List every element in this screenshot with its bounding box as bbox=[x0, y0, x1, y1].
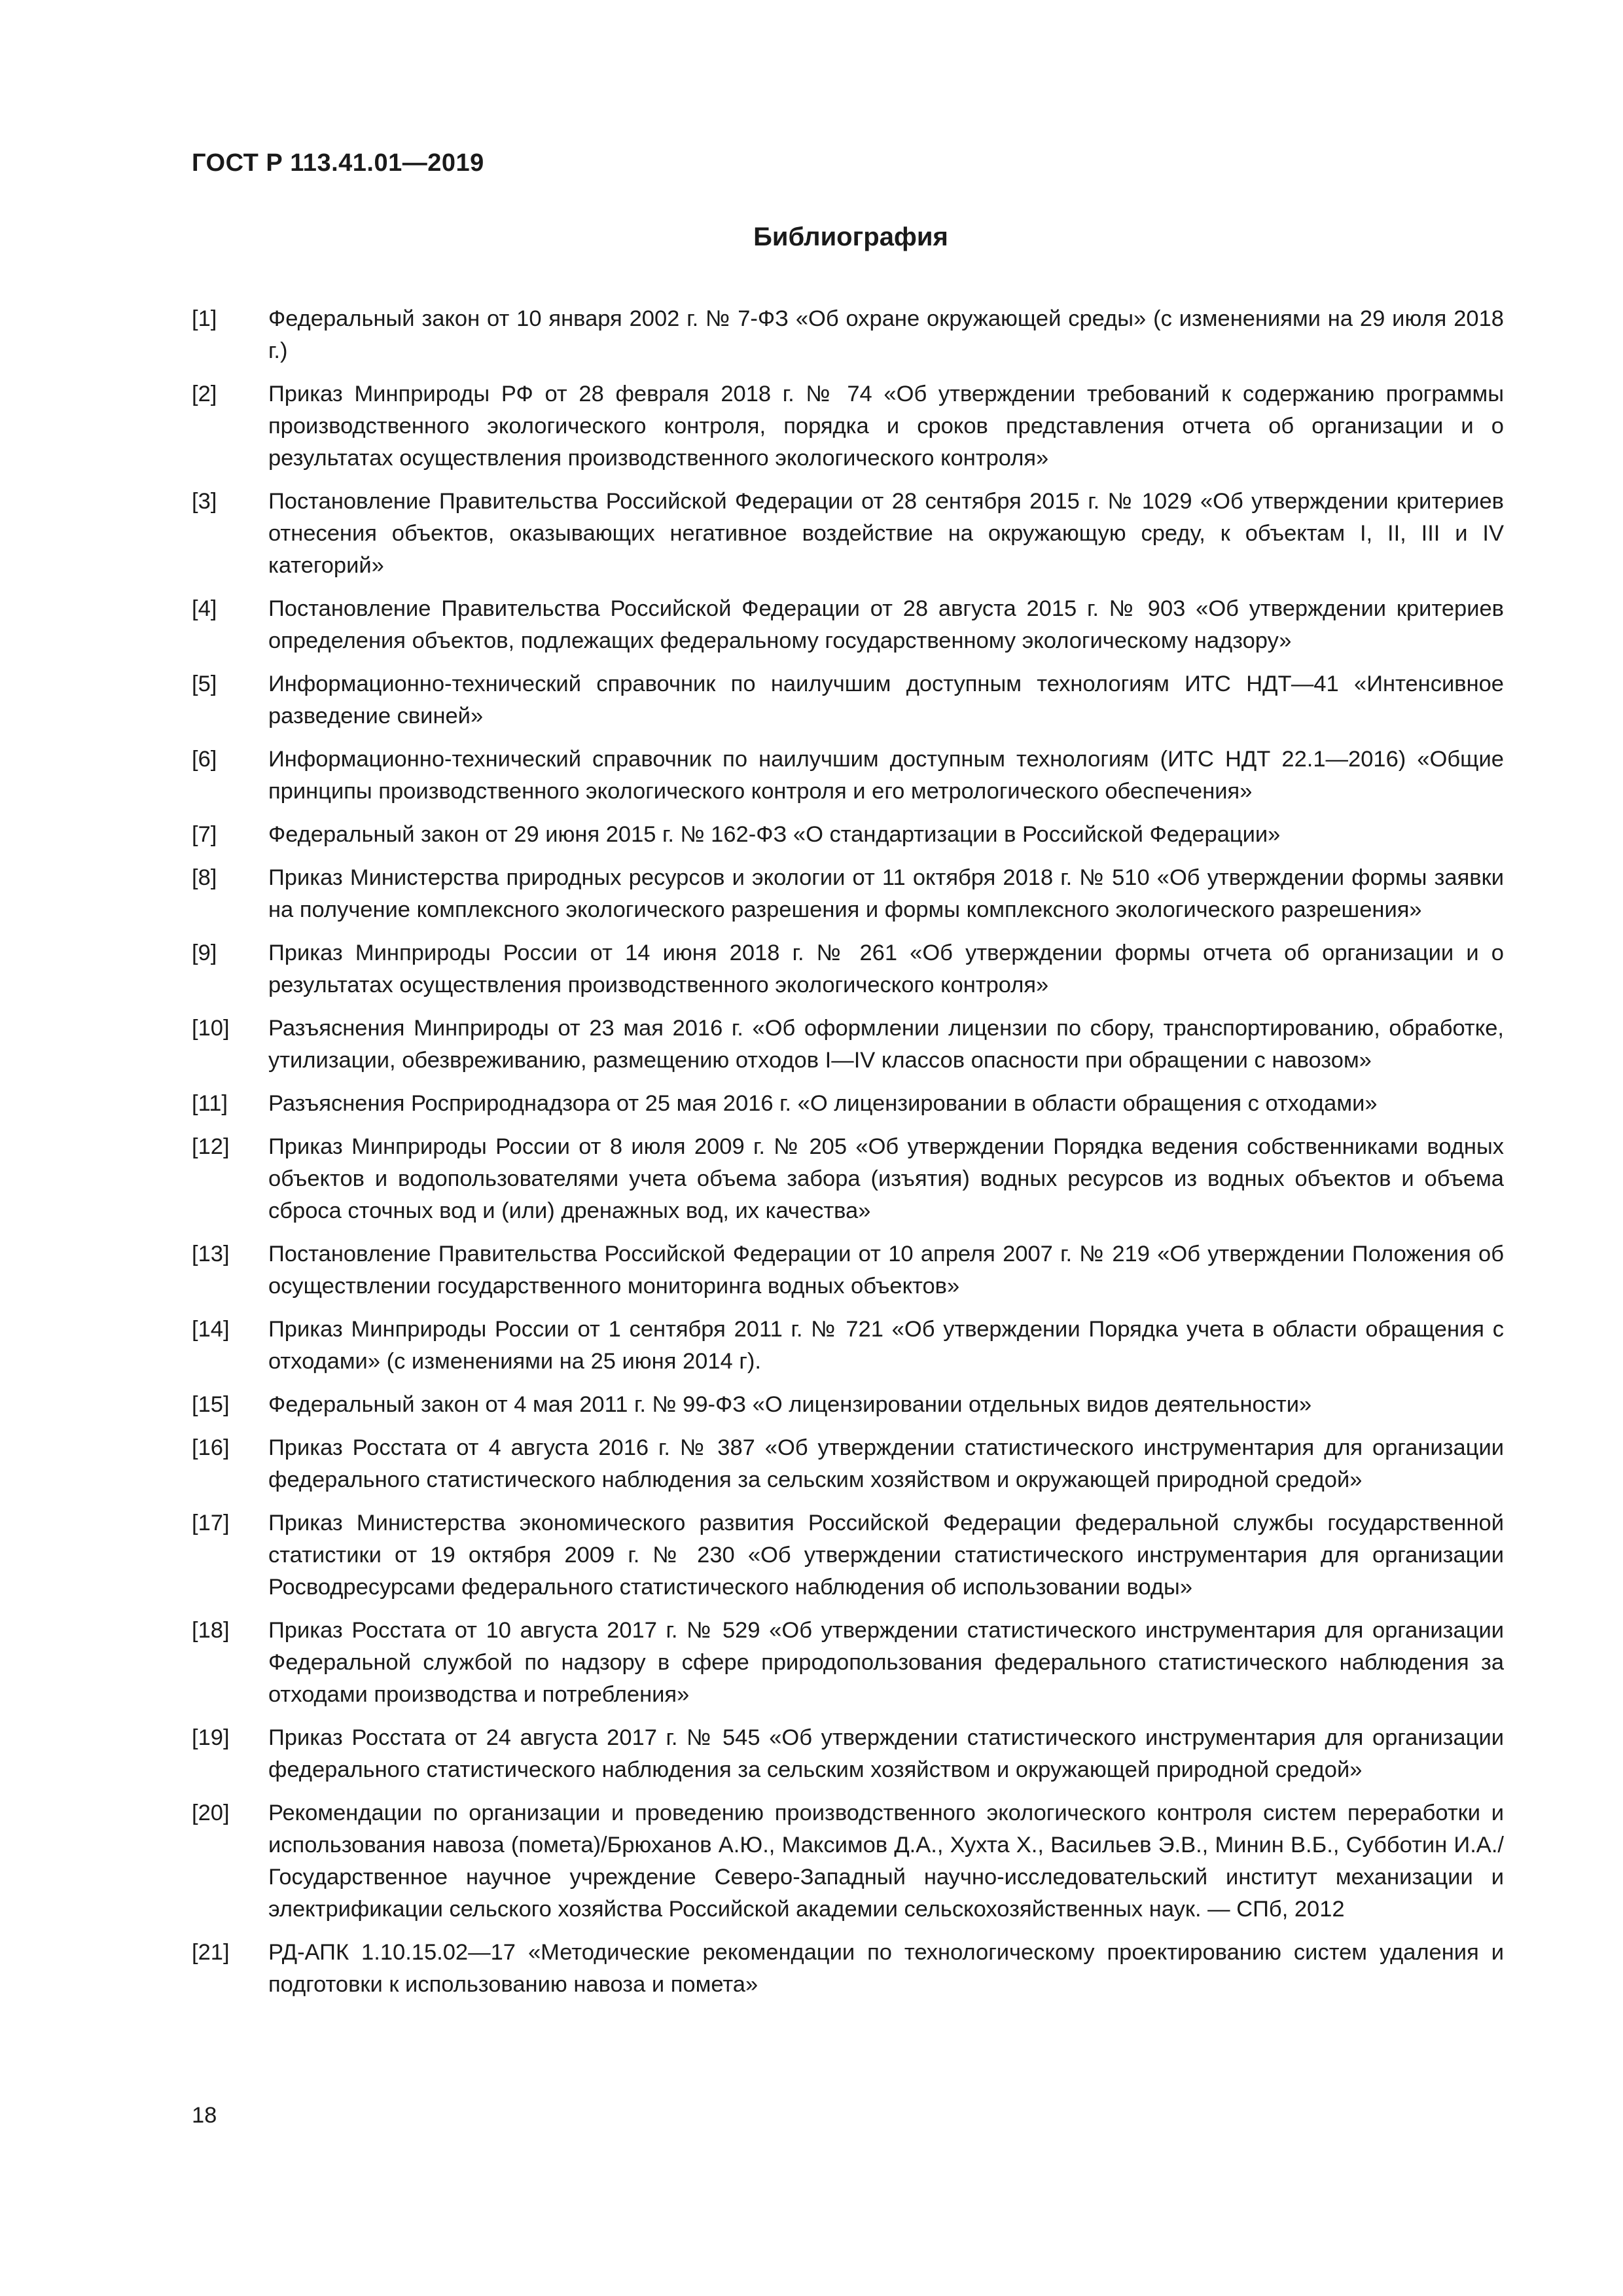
entry-number: [9] bbox=[192, 941, 217, 965]
entry-number: [19] bbox=[192, 1725, 230, 1750]
entry-text: Приказ Минприроды России от 1 сентября 2011 г. № 721 «Об утверждении Порядка учета в области обращения с отходами» (с изменениями на 25 июня 2014 г). bbox=[268, 1317, 1504, 1374]
entry-number: [21] bbox=[192, 1940, 230, 1965]
document-code-header: ГОСТ Р 113.41.01—2019 bbox=[192, 149, 484, 177]
entry-number: [14] bbox=[192, 1317, 230, 1342]
entry-number: [10] bbox=[192, 1016, 230, 1041]
entry-number: [8] bbox=[192, 865, 217, 890]
entry-text: Федеральный закон от 4 мая 2011 г. № 99-ФЗ «О лицензировании отдельных видов деятельности» bbox=[268, 1392, 1312, 1417]
bibliography-entry bbox=[192, 1389, 1504, 1421]
bibliography-entry bbox=[192, 1432, 1504, 1496]
bibliography-entry bbox=[192, 1507, 1504, 1604]
entry-text: Постановление Правительства Российской Федерации от 28 августа 2015 г. № 903 «Об утверждении критериев определения объектов, подлежащих федеральному государственному экологическому надзору» bbox=[268, 596, 1504, 653]
bibliography-entry bbox=[192, 593, 1504, 657]
page-number: 18 bbox=[192, 2103, 217, 2128]
entry-number: [11] bbox=[192, 1091, 228, 1116]
entry-text: Рекомендации по организации и проведению производственного экологического контроля систем переработки и использования навоза (помета)/Брюханов А.Ю., Максимов Д.А., Хухта Х., Васильев Э.В., Минин В.Б., Субботин И.А./Государственное научное учреждение Северо-Западный научно-исследовательский институт механизации и электрификации сельского хозяйства Российской академии сельскохозяйственных наук. — СПб, 2012 bbox=[268, 1801, 1504, 1922]
entry-number: [16] bbox=[192, 1435, 230, 1460]
entry-number: [18] bbox=[192, 1618, 230, 1643]
entry-number: [4] bbox=[192, 596, 217, 621]
entry-text: Разъяснения Росприроднадзора от 25 мая 2016 г. «О лицензировании в области обращения с отходами» bbox=[268, 1091, 1378, 1116]
page-title: Библиография bbox=[753, 223, 948, 251]
entry-number: [1] bbox=[192, 306, 217, 331]
bibliography-entry bbox=[192, 1615, 1504, 1711]
entry-number: [17] bbox=[192, 1511, 230, 1535]
entry-text: Информационно-технический справочник по наилучшим доступным технологиям ИТС НДТ—41 «Интенсивное разведение свиней» bbox=[268, 672, 1504, 728]
entry-text: Приказ Министерства экономического развития Российской Федерации федеральной службы государственной статистики от 19 октября 2009 г. № 230 «Об утверждении статистического инструментария для организации Росводресурсами федерального статистического наблюдения об использовании воды» bbox=[268, 1511, 1504, 1600]
bibliography-list bbox=[192, 303, 1504, 2012]
bibliography-entry bbox=[192, 1722, 1504, 1786]
entry-text: Приказ Росстата от 10 августа 2017 г. № 529 «Об утверждении статистического инструментария для организации Федеральной службой по надзору в сфере природопользования федерального статистического наблюдения за отходами производства и потребления» bbox=[268, 1618, 1504, 1707]
bibliography-entry bbox=[192, 1797, 1504, 1926]
entry-text: Приказ Министерства природных ресурсов и экологии от 11 октября 2018 г. № 510 «Об утверждении формы заявки на получение комплексного экологического разрешения и формы комплексного экологического разрешения» bbox=[268, 865, 1504, 922]
entry-text: Приказ Росстата от 24 августа 2017 г. № 545 «Об утверждении статистического инструментария для организации федерального статистического наблюдения за сельским хозяйством и окружающей природной средой» bbox=[268, 1725, 1504, 1782]
entry-number: [15] bbox=[192, 1392, 230, 1417]
bibliography-entry bbox=[192, 1314, 1504, 1378]
entry-number: [5] bbox=[192, 672, 217, 696]
entry-text: Приказ Минприроды РФ от 28 февраля 2018 г. № 74 «Об утверждении требований к содержанию программы производственного экологического контроля, порядка и сроков представления отчета об организации и о результатах осуществления производственного экологического контроля» bbox=[268, 382, 1504, 471]
entry-text: РД-АПК 1.10.15.02—17 «Методические рекомендации по технологическому проектированию систем удаления и подготовки к использованию навоза и помета» bbox=[268, 1940, 1504, 1997]
bibliography-entry bbox=[192, 303, 1504, 367]
bibliography-entry bbox=[192, 1131, 1504, 1227]
bibliography-entry bbox=[192, 486, 1504, 582]
bibliography-entry bbox=[192, 1937, 1504, 2001]
bibliography-entry bbox=[192, 1238, 1504, 1302]
entry-text: Федеральный закон от 10 января 2002 г. № 7-ФЗ «Об охране окружающей среды» (с изменениями на 29 июля 2018 г.) bbox=[268, 306, 1504, 363]
bibliography-entry bbox=[192, 1013, 1504, 1077]
entry-text: Разъяснения Минприроды от 23 мая 2016 г. «Об оформлении лицензии по сбору, транспортированию, обработке, утилизации, обезвреживанию, размещению отходов I—IV классов опасности при обращении с навозом» bbox=[268, 1016, 1504, 1073]
bibliography-entry bbox=[192, 378, 1504, 475]
entry-text: Приказ Росстата от 4 августа 2016 г. № 387 «Об утверждении статистического инструментария для организации федерального статистического наблюдения за сельским хозяйством и окружающей природной средой» bbox=[268, 1435, 1504, 1492]
entry-text: Федеральный закон от 29 июня 2015 г. № 162-ФЗ «О стандартизации в Российской Федерации» bbox=[268, 822, 1281, 847]
entry-number: [20] bbox=[192, 1801, 230, 1825]
entry-number: [3] bbox=[192, 489, 217, 514]
entry-number: [7] bbox=[192, 822, 217, 847]
entry-text: Приказ Минприроды России от 8 июля 2009 г. № 205 «Об утверждении Порядка ведения собственниками водных объектов и водопользователями учета объема забора (изъятия) водных ресурсов из водных объектов и объема сброса сточных вод и (или) дренажных вод, их качества» bbox=[268, 1134, 1504, 1223]
bibliography-entry bbox=[192, 744, 1504, 808]
bibliography-entry bbox=[192, 819, 1504, 851]
entry-text: Информационно-технический справочник по наилучшим доступным технологиям (ИТС НДТ 22.1—2016) «Общие принципы производственного экологического контроля и его метрологического обеспечения» bbox=[268, 747, 1504, 804]
bibliography-entry bbox=[192, 668, 1504, 732]
entry-number: [12] bbox=[192, 1134, 230, 1159]
bibliography-entry bbox=[192, 937, 1504, 1001]
entry-number: [13] bbox=[192, 1242, 230, 1266]
entry-text: Приказ Минприроды России от 14 июня 2018 г. № 261 «Об утверждении формы отчета об организации и о результатах осуществления производственного экологического контроля» bbox=[268, 941, 1504, 997]
bibliography-entry bbox=[192, 1088, 1504, 1120]
bibliography-entry bbox=[192, 862, 1504, 926]
entry-number: [6] bbox=[192, 747, 217, 772]
entry-text: Постановление Правительства Российской Федерации от 10 апреля 2007 г. № 219 «Об утверждении Положения об осуществлении государственного мониторинга водных объектов» bbox=[268, 1242, 1504, 1299]
entry-text: Постановление Правительства Российской Федерации от 28 сентября 2015 г. № 1029 «Об утверждении критериев отнесения объектов, оказывающих негативное воздействие на окружающую среду, к объектам I, II, III и IV категорий» bbox=[268, 489, 1504, 578]
entry-number: [2] bbox=[192, 382, 217, 406]
